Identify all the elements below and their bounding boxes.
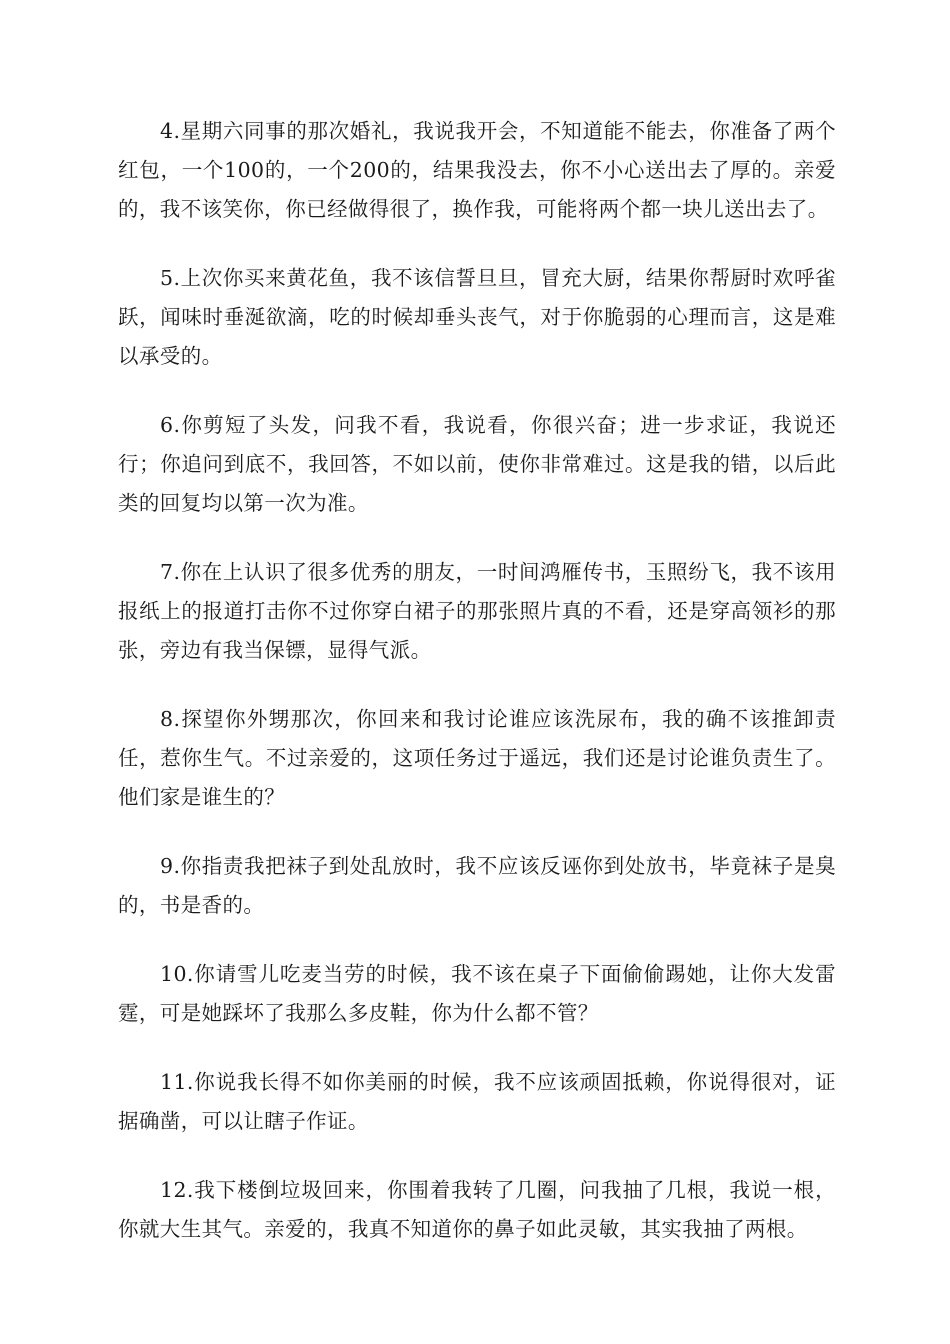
paragraph-5: 5.上次你买来黄花鱼，我不该信誓旦旦，冒充大厨，结果你帮厨时欢呼雀跃，闻味时垂涎欲滴，吃的时候却垂头丧气，对于你脆弱的心理而言，这是难以承受的。 bbox=[118, 266, 836, 368]
paragraph-10: 10.你请雪儿吃麦当劳的时候，我不该在桌子下面偷偷踢她，让你大发雷霆，可是她踩坏了我那么多皮鞋，你为什么都不管？ bbox=[118, 962, 836, 1025]
paragraph-9: 9.你指责我把袜子到处乱放时，我不应该反诬你到处放书，毕竟袜子是臭的，书是香的。 bbox=[118, 854, 836, 917]
paragraph-4: 4.星期六同事的那次婚礼，我说我开会，不知道能不能去，你准备了两个红包，一个100的，一个200的，结果我没去，你不小心送出去了厚的。亲爱的，我不该笑你，你已经做得很了，换作我，可能将两个都一块儿送出去了。 bbox=[118, 119, 836, 221]
paragraph-7: 7.你在上认识了很多优秀的朋友，一时间鸿雁传书，玉照纷飞，我不该用报纸上的报道打击你不过你穿白裙子的那张照片真的不看，还是穿高领衫的那张，旁边有我当保镖，显得气派。 bbox=[118, 560, 836, 662]
paragraph-11: 11.你说我长得不如你美丽的时候，我不应该顽固抵赖，你说得很对，证据确凿，可以让瞎子作证。 bbox=[118, 1070, 836, 1133]
document-body bbox=[118, 112, 836, 1279]
paragraph-6: 6.你剪短了头发，问我不看，我说看，你很兴奋；进一步求证，我说还行；你追问到底不，我回答，不如以前，使你非常难过。这是我的错，以后此类的回复均以第一次为准。 bbox=[118, 413, 836, 515]
paragraph-12: 12.我下楼倒垃圾回来，你围着我转了几圈，问我抽了几根，我说一根，你就大生其气。亲爱的，我真不知道你的鼻子如此灵敏，其实我抽了两根。 bbox=[118, 1178, 836, 1241]
paragraph-8: 8.探望你外甥那次，你回来和我讨论谁应该洗尿布，我的确不该推卸责任，惹你生气。不过亲爱的，这项任务过于遥远，我们还是讨论谁负责生了。他们家是谁生的？ bbox=[118, 707, 836, 809]
